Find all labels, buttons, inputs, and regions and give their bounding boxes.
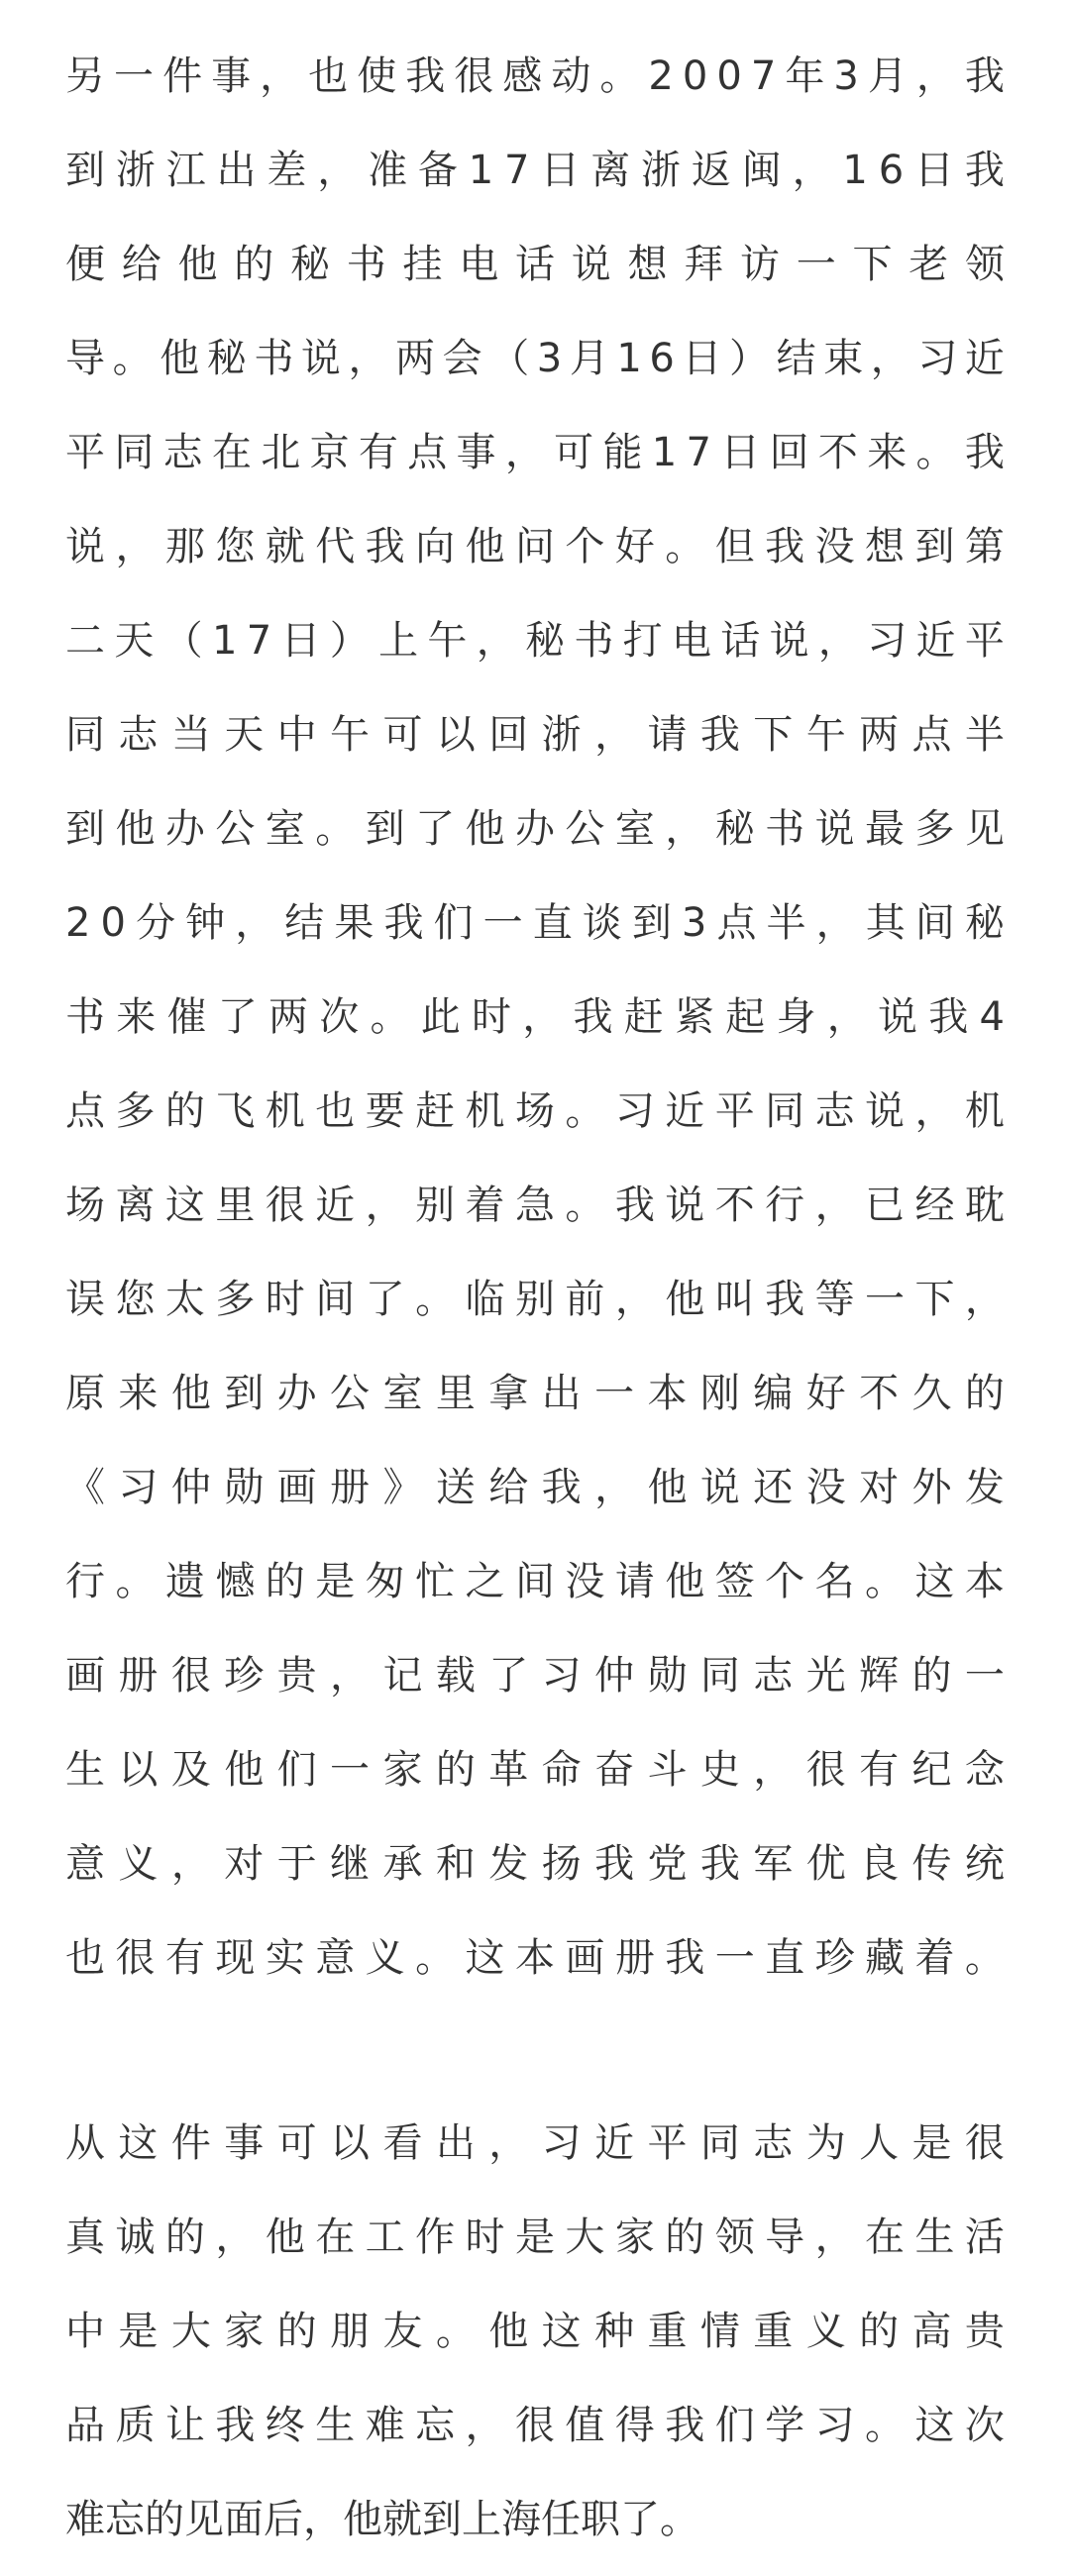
paragraph-2 bbox=[65, 2097, 1016, 2567]
text-line: 到 浙 江 出 差 ， 准 备 1 7 日 离 浙 返 闽 ， 1 6 日 我 bbox=[65, 148, 1005, 193]
text-line: 书 来 催 了 两 次 。 此 时 ， 我 赶 紧 起 身 ， 说 我 4 bbox=[65, 994, 1005, 1040]
paragraph-spacer bbox=[65, 2006, 1016, 2097]
text-line: 原 来 他 到 办 公 室 里 拿 出 一 本 刚 编 好 不 久 的 bbox=[65, 1371, 1005, 1416]
text-line: 另 一 件 事 ， 也 使 我 很 感 动 。 2 0 0 7 年 3 月 ， 我 bbox=[65, 53, 1005, 99]
article-body bbox=[65, 30, 1016, 2567]
text-line: 难忘的见面后，他就到上海任职了。 bbox=[65, 2497, 699, 2542]
text-line: 画 册 很 珍 贵 ， 记 载 了 习 仲 勋 同 志 光 辉 的 一 bbox=[65, 1653, 1005, 1699]
text-line: 从 这 件 事 可 以 看 出 ， 习 近 平 同 志 为 人 是 很 bbox=[65, 2120, 1005, 2166]
text-line: 导 。 他 秘 书 说 ， 两 会 （ 3 月 1 6 日 ） 结 束 ， 习 近 bbox=[65, 336, 1005, 381]
text-line: 生 以 及 他 们 一 家 的 革 命 奋 斗 史 ， 很 有 纪 念 bbox=[65, 1747, 1005, 1793]
text-line: 《 习 仲 勋 画 册 》 送 给 我 ， 他 说 还 没 对 外 发 bbox=[65, 1465, 1005, 1510]
text-line: 行 。 遗 憾 的 是 匆 忙 之 间 没 请 他 签 个 名 。 这 本 bbox=[65, 1559, 1005, 1604]
text-line: 真 诚 的 ， 他 在 工 作 时 是 大 家 的 领 导 ， 在 生 活 bbox=[65, 2215, 1005, 2260]
text-line: 便 给 他 的 秘 书 挂 电 话 说 想 拜 访 一 下 老 领 bbox=[65, 242, 1005, 287]
text-line: 意 义 ， 对 于 继 承 和 发 扬 我 党 我 军 优 良 传 统 bbox=[65, 1841, 1005, 1887]
text-line: 2 0 分 钟 ， 结 果 我 们 一 直 谈 到 3 点 半 ， 其 间 秘 bbox=[65, 900, 1005, 946]
paragraph-1 bbox=[65, 30, 1016, 2006]
text-line: 也 很 有 现 实 意 义 。 这 本 画 册 我 一 直 珍 藏 着 。 bbox=[65, 1935, 1005, 1981]
text-line: 二 天 （ 1 7 日 ） 上 午 ， 秘 书 打 电 话 说 ， 习 近 平 bbox=[65, 618, 1005, 664]
text-line: 误 您 太 多 时 间 了 。 临 别 前 ， 他 叫 我 等 一 下 ， bbox=[65, 1277, 1005, 1322]
text-line: 场 离 这 里 很 近 ， 别 着 急 。 我 说 不 行 ， 已 经 耽 bbox=[65, 1183, 1005, 1228]
text-line: 品 质 让 我 终 生 难 忘 ， 很 值 得 我 们 学 习 。 这 次 bbox=[65, 2403, 1005, 2448]
text-line: 说 ， 那 您 就 代 我 向 他 问 个 好 。 但 我 没 想 到 第 bbox=[65, 524, 1005, 569]
text-line: 同 志 当 天 中 午 可 以 回 浙 ， 请 我 下 午 两 点 半 bbox=[65, 712, 1005, 758]
text-line: 中 是 大 家 的 朋 友 。 他 这 种 重 情 重 义 的 高 贵 bbox=[65, 2309, 1005, 2354]
text-line: 点 多 的 飞 机 也 要 赶 机 场 。 习 近 平 同 志 说 ， 机 bbox=[65, 1088, 1005, 1134]
text-line: 平 同 志 在 北 京 有 点 事 ， 可 能 1 7 日 回 不 来 。 我 bbox=[65, 430, 1005, 475]
text-line: 到 他 办 公 室 。 到 了 他 办 公 室 ， 秘 书 说 最 多 见 bbox=[65, 806, 1005, 852]
